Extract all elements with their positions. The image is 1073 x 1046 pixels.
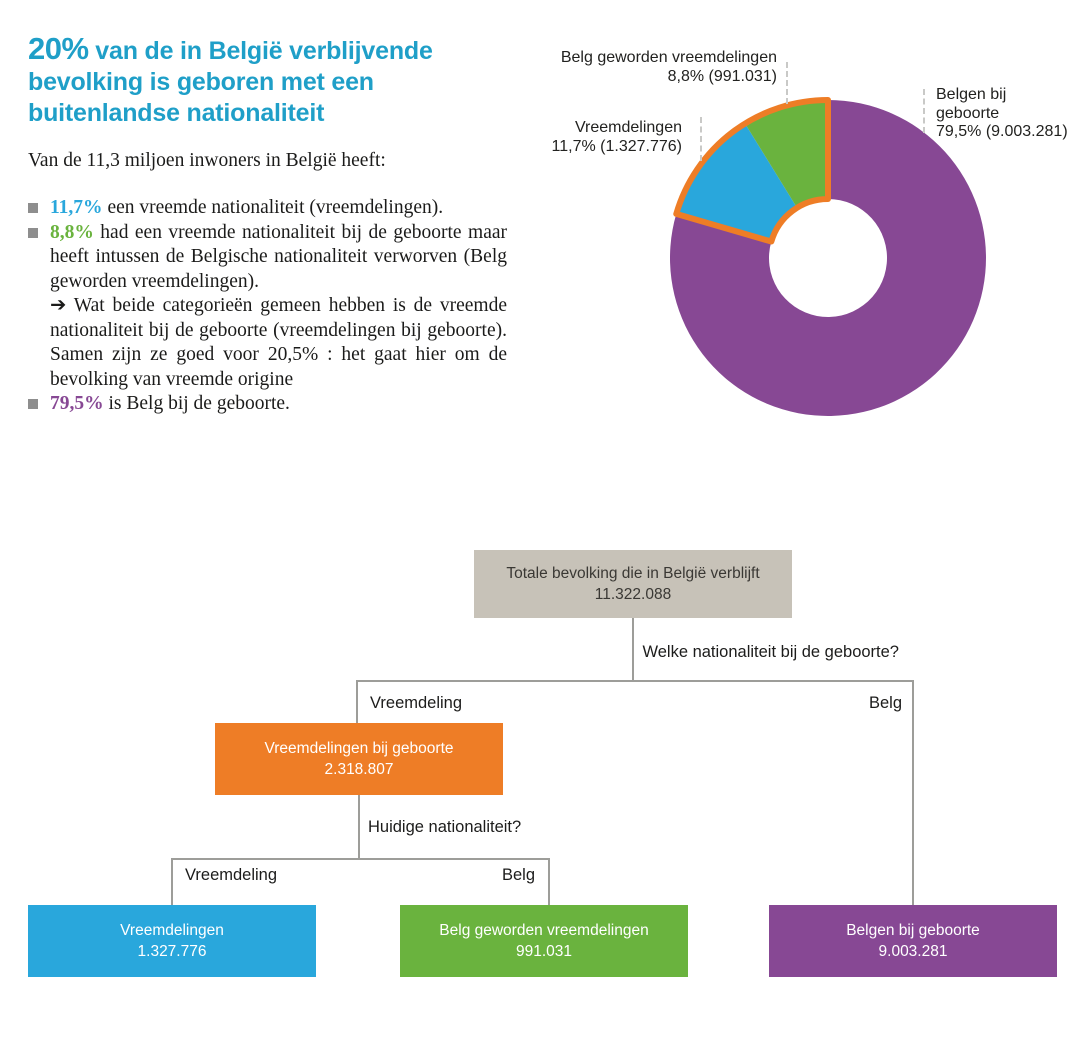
- node-value: 991.031: [515, 943, 573, 960]
- tree-line-branch2: [171, 858, 550, 860]
- tree-line-branch2-left-drop: [171, 860, 173, 905]
- tree-question-2: Huidige nationaliteit?: [368, 818, 522, 836]
- tree-line-branch1-left-drop: [356, 682, 358, 723]
- tree-branch2-left-label: Vreemdeling: [185, 866, 278, 884]
- tree-line-root-drop: [632, 618, 634, 680]
- intro-text: Van de 11,3 miljoen inwoners in België heeft:: [28, 150, 386, 171]
- list-item: [28, 196, 507, 221]
- title-highlight-percent: 20%: [28, 31, 89, 66]
- pct-foreign-nationality: 11,7%: [50, 197, 103, 218]
- node-label: Belg geworden vreemdelingen: [439, 922, 649, 939]
- node-label: Belgen bij geboorte: [846, 922, 980, 939]
- page-title: [28, 33, 508, 129]
- tree-branch1-right-label: Belg: [868, 694, 902, 712]
- node-label: Vreemdelingen: [120, 922, 224, 939]
- list-item-text: had een vreemde nationaliteit bij de geboorte maar heeft intussen de Belgische nationaliteit verworven (Belg geworden vreemdelingen).: [50, 221, 507, 292]
- list-item: [28, 392, 507, 417]
- tree-line-vbg-drop: [358, 795, 360, 858]
- list-item-text: een vreemde nationaliteit (vreemdelingen).: [102, 197, 444, 218]
- list-item: [28, 221, 507, 393]
- donut-label-value: 11,7% (1.327.776): [551, 137, 682, 155]
- tree-node-total-population: [474, 550, 792, 618]
- tree-question-1: Welke nationaliteit bij de geboorte?: [642, 643, 899, 661]
- leader-line-belg-geworden: [786, 62, 788, 104]
- node-label: Totale bevolking die in België verblijft: [506, 565, 760, 582]
- title-line3: buitenlandse nationaliteit: [28, 99, 325, 127]
- tree-node-belg-geworden-vreemdelingen: [400, 905, 688, 977]
- key-figures-list: [28, 196, 507, 417]
- donut-label-title: Vreemdelingen: [574, 119, 682, 136]
- tree-branch1-left-label: Vreemdeling: [370, 694, 463, 712]
- tree-node-vreemdelingen-bij-geboorte: [215, 723, 503, 795]
- tree-node-vreemdelingen: [28, 905, 316, 977]
- donut-label-title: Belgen bij geboorte: [936, 86, 1007, 122]
- list-item-text: is Belg bij de geboorte.: [103, 393, 290, 414]
- node-label: Vreemdelingen bij geboorte: [264, 740, 454, 757]
- title-line2: bevolking is geboren met een: [28, 68, 374, 96]
- leader-line-belgen: [923, 89, 925, 133]
- pct-became-belgian: 8,8%: [50, 221, 94, 243]
- list-item-note: ➔ Wat beide categorieën gemeen hebben is de vreemde nationaliteit bij de geboorte (vreemdelingen bij geboorte). Samen zijn ze goed voor 20,5% : het gaat hier om de bevolking van vreemde origine: [50, 295, 507, 390]
- tree-line-branch2-right-drop: [548, 860, 550, 905]
- donut-label-title: Belg geworden vreemdelingen: [560, 49, 777, 66]
- tree-node-belgen-bij-geboorte: [769, 905, 1057, 977]
- leader-line-vreemdelingen: [700, 117, 702, 161]
- node-value: 11.322.088: [594, 586, 672, 603]
- tree-line-branch1: [356, 680, 914, 682]
- donut-label-value: 8,8% (991.031): [667, 67, 777, 85]
- node-value: 9.003.281: [878, 943, 948, 960]
- node-value: 1.327.776: [137, 943, 207, 960]
- tree-line-branch1-right-drop: [912, 682, 914, 905]
- node-value: 2.318.807: [324, 761, 394, 778]
- donut-label-belg-geworden: [561, 49, 777, 86]
- donut-label-vreemdelingen: [552, 119, 682, 156]
- donut-label-belgen: [936, 86, 1073, 142]
- donut-label-value: 79,5% (9.003.281): [936, 123, 1068, 140]
- title-line1: van de in België verblijvende: [88, 37, 433, 65]
- pct-belgian-at-birth: 79,5%: [50, 393, 104, 414]
- tree-branch2-right-label: Belg: [501, 866, 535, 884]
